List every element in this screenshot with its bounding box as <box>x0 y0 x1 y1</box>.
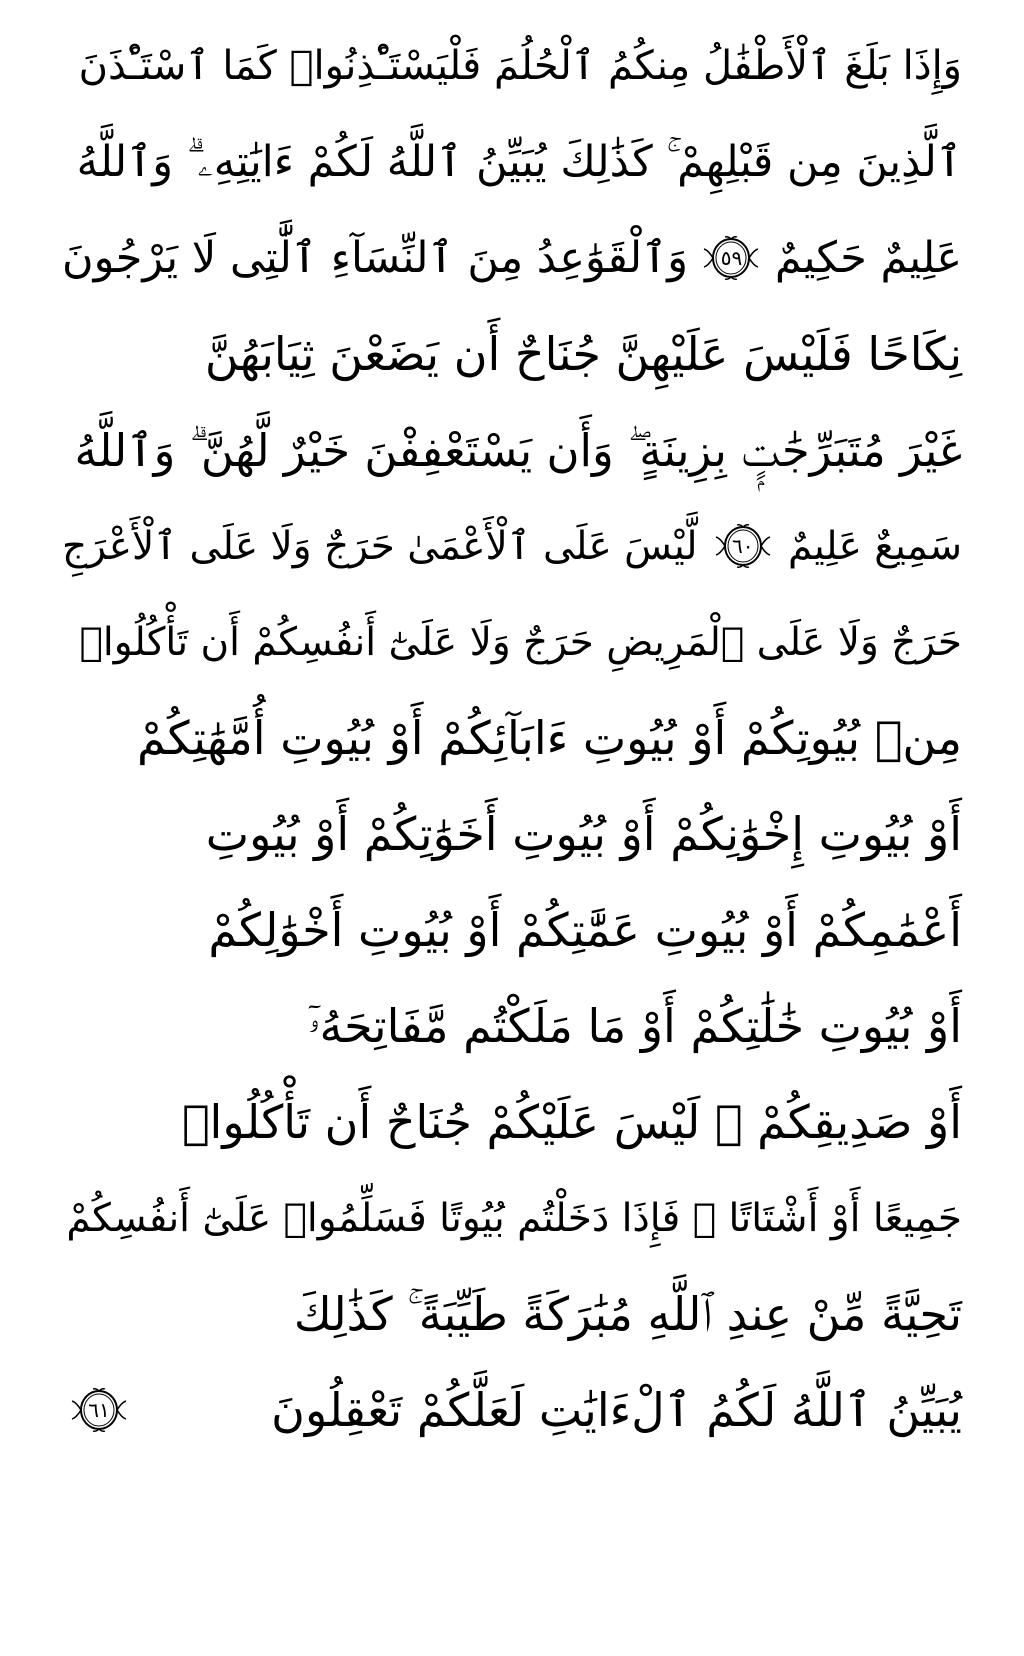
verse-text: أَوْ بُيُوتِ إِخْوَٰنِكُمْ أَوْ بُيُوتِ أَخَوَٰتِكُمْ أَوْ بُيُوتِ <box>205 807 962 861</box>
ayah-number: ٦٠ <box>731 534 754 558</box>
verse-text: لَّيْسَ عَلَى ٱلْأَعْمَىٰ حَرَجٌ وَلَا عَلَى ٱلْأَعْرَجِ <box>62 523 698 569</box>
ayah-number-marker <box>714 523 772 569</box>
text-line <box>62 18 962 114</box>
ayah-number: ٦١ <box>88 1398 110 1422</box>
text-line <box>62 1266 962 1362</box>
verse-text: حَرَجٌ وَلَا عَلَى ٱلْمَرِيضِ حَرَجٌ وَلَا عَلَىٰٓ أَنفُسِكُمْ أَن تَأْكُلُوا۟ <box>79 619 962 665</box>
text-line <box>62 1170 962 1266</box>
verse-text: غَيْرَ مُتَبَرِّجَٰتٍۭ بِزِينَةٍ ۖ وَأَن يَسْتَعْفِفْنَ خَيْرٌ لَّهُنَّ ۗ وَٱللَّهُ <box>74 423 962 477</box>
verse-text: مِنۢ بُيُوتِكُمْ أَوْ بُيُوتِ ءَابَآئِكُمْ أَوْ بُيُوتِ أُمَّهَٰتِكُمْ <box>137 711 962 765</box>
verse-text: يُبَيِّنُ ٱللَّهُ لَكُمُ ٱلْءَايَٰتِ لَعَلَّكُمْ تَعْقِلُونَ <box>271 1383 962 1437</box>
text-line <box>62 114 962 210</box>
verse-text: جَمِيعًا أَوْ أَشْتَاتًا ۚ فَإِذَا دَخَلْتُم بُيُوتًا فَسَلِّمُوا۟ عَلَىٰٓ أَنفُسِكُمْ <box>66 1195 962 1241</box>
text-lines <box>62 18 962 1458</box>
text-line <box>62 498 962 594</box>
text-line <box>62 978 962 1074</box>
ayah-number-marker <box>702 235 760 281</box>
verse-text: أَوْ بُيُوتِ خَٰلَٰتِكُمْ أَوْ مَا مَلَكْتُم مَّفَاتِحَهُۥٓ <box>307 999 962 1053</box>
text-line <box>62 882 962 978</box>
verse-text: أَعْمَٰمِكُمْ أَوْ بُيُوتِ عَمَّٰتِكُمْ أَوْ بُيُوتِ أَخْوَٰلِكُمْ <box>208 903 962 957</box>
text-line <box>62 306 962 402</box>
verse-text: عَلِيمٌ حَكِيمٌ <box>774 232 962 283</box>
verse-text: وَٱلْقَوَٰعِدُ مِنَ ٱلنِّسَآءِ ٱلَّٰتِى لَا يَرْجُونَ <box>62 232 689 283</box>
text-line <box>62 1074 962 1170</box>
verse-text: نِكَاحًا فَلَيْسَ عَلَيْهِنَّ جُنَاحٌ أَن يَضَعْنَ ثِيَابَهُنَّ <box>204 327 962 381</box>
ayah-number: ٥٩ <box>720 246 743 270</box>
verse-text: أَوْ صَدِيقِكُمْ ۚ لَيْسَ عَلَيْكُمْ جُنَاحٌ أَن تَأْكُلُوا۟ <box>181 1095 962 1149</box>
text-line <box>62 786 962 882</box>
verse-text: سَمِيعٌ عَلِيمٌ <box>787 523 962 569</box>
verse-text: تَحِيَّةً مِّنْ عِندِ ٱللَّهِ مُبَٰرَكَةً طَيِّبَةً ۚ كَذَٰلِكَ <box>293 1287 962 1341</box>
verse-text: وَإِذَا بَلَغَ ٱلْأَطْفَٰلُ مِنكُمُ ٱلْحُلُمَ فَلْيَسْتَـْٔذِنُوا۟ كَمَا ٱسْتَـْٔذَنَ <box>78 43 962 89</box>
verse-text: ٱلَّذِينَ مِن قَبْلِهِمْ ۚ كَذَٰلِكَ يُبَيِّنُ ٱللَّهُ لَكُمْ ءَايَٰتِهِۦ ۗ وَٱللَّهُ <box>76 136 962 187</box>
text-line <box>62 210 962 306</box>
text-line <box>62 1362 962 1458</box>
text-line <box>62 594 962 690</box>
text-line <box>62 402 962 498</box>
text-line <box>62 690 962 786</box>
ayah-number-marker <box>70 1387 128 1433</box>
